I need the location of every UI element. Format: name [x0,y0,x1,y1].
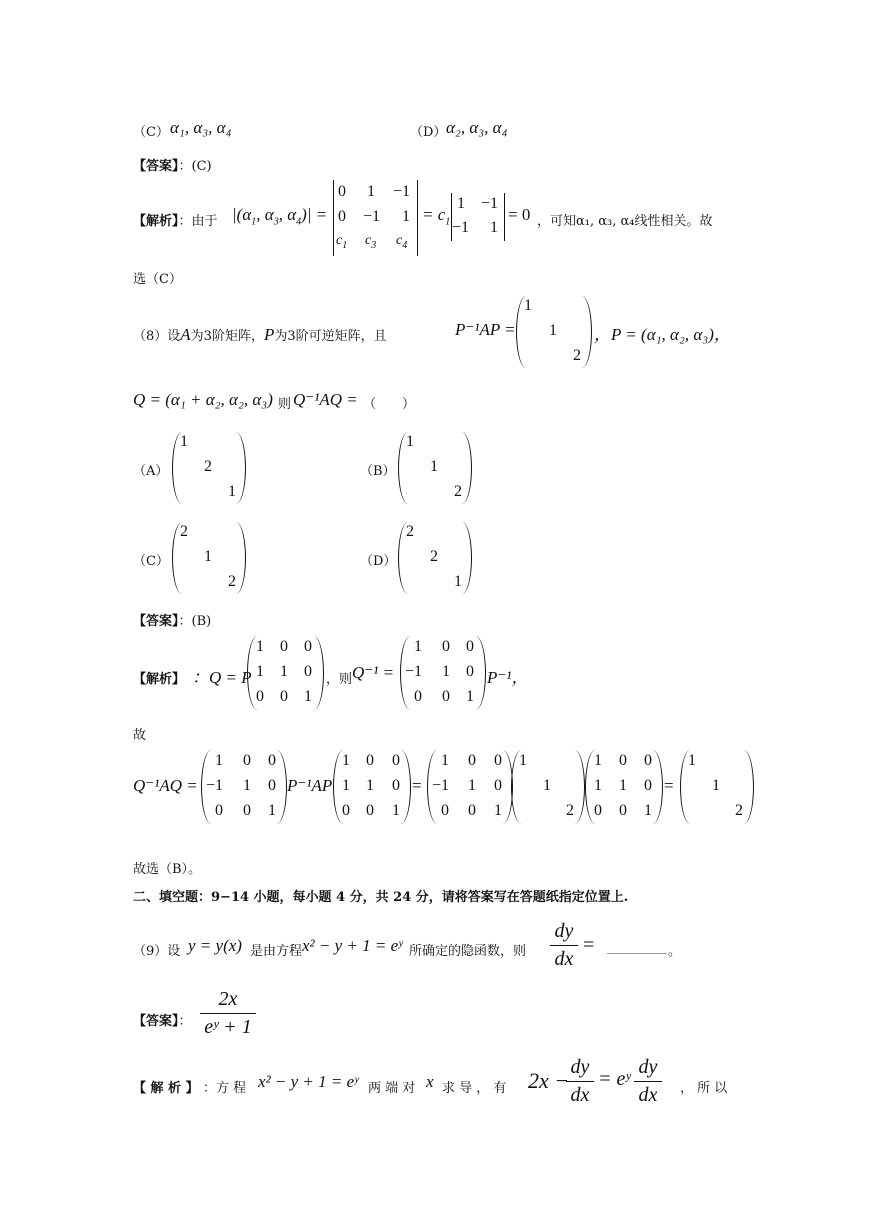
q9-stem2: 是由方程 [250,944,303,959]
matrix-cell: 0 [494,777,502,794]
matrix-cell: 1 [406,433,414,450]
frac-den: dx [570,1084,590,1106]
option-c-math: α₁, α₃, α₄ [170,118,232,137]
matrix-cell: 2 [180,523,188,540]
matrix-cell: −1 [405,663,423,680]
matrix-cell: 1 [454,573,462,590]
option-a-label: （A） [133,464,169,479]
matrix-cell: 1 [644,802,652,819]
matrix-cell: 0 [338,183,346,200]
conclusion-q8: 故选（B）。 [133,862,202,877]
q9-exp-lhs: 2x − [528,1068,570,1093]
matrix-cell: 0 [594,802,602,819]
matrix-cell: 2 [573,347,581,364]
frac-num: dy [638,1056,658,1078]
matrix-cell: 0 [280,638,288,655]
option-d-math: α₂, α₃, α₄ [446,118,508,137]
matrix-cell: 1 [594,752,602,769]
q9-derivative [550,920,578,971]
matrix-cell: 0 [392,777,400,794]
exp-qinv: Q⁻¹ = [352,663,395,682]
stem-qaq: Q⁻¹AQ = [293,390,358,409]
matrix-cell: 1 [342,752,350,769]
explanation-label-q9: 【 解 析 】 [133,1081,199,1096]
q9-exp-end: ， 所 以 [680,1081,728,1096]
answer-value: ：(B) [178,614,212,629]
frac-den: dx [554,948,574,970]
matrix-cell: 1 [543,777,551,794]
q9-answer-frac [200,988,256,1039]
matrix-cell: 0 [366,802,374,819]
q9-exp-x: x [426,1072,434,1091]
matrix-cell: 1 [524,297,532,314]
matrix-cell: 1 [494,802,502,819]
matrix-cell: −1 [452,219,470,236]
gu-text: 故 [133,728,147,743]
q9-eq-sign: = [583,934,595,956]
exp-then: ，则 [326,672,353,687]
stem-text: 为3阶矩阵， [190,329,264,344]
matrix-cell: 0 [366,752,374,769]
matrix-cell: 0 [442,638,450,655]
matrix-cell: 0 [304,663,312,680]
matrix-cell: 1 [304,688,312,705]
answer-label: 【答案】 [133,159,179,174]
matrix-cell: 0 [268,777,276,794]
explanation-cont: 选（C） [133,272,182,287]
answer-line-q7 [133,155,212,174]
matrix-cell: 1 [441,752,449,769]
q9-exp-t2: 两 端 对 [368,1081,416,1096]
section-title: 二、填空题：9−14 小题，每小题 4 分，共 24 分，请将答案写在答题纸指定位置上. [133,890,629,905]
frac-den: dx [638,1084,658,1106]
matrix-cell: 0 [494,752,502,769]
explanation-line-q7 [133,210,218,229]
answer-blank [607,953,667,954]
matrix-cell: 2 [566,802,574,819]
chain-lhs: Q⁻¹AQ = [133,776,198,795]
matrix-cell: 0 [644,752,652,769]
matrix-cell: 1 [402,208,410,225]
det-rhs: = 0 [508,205,531,224]
exp-q-eq: ：Q = P [192,668,252,687]
chain-mid: P⁻¹AP [287,776,333,795]
matrix-cell: 1 [519,752,527,769]
stem-paren: （ ） [363,397,416,412]
chain-eq: = [412,776,422,795]
explanation-label-q8 [133,668,185,687]
frac-num: 2x [218,988,238,1010]
matrix-cell: 1 [457,195,465,212]
q8-stem [133,325,387,345]
matrix-cell: 1 [468,777,476,794]
matrix-cell: 1 [256,663,264,680]
matrix-cell: 1 [712,777,720,794]
matrix-cell: 0 [441,802,449,819]
q9-exp-rhs: = eʸ [598,1068,631,1090]
matrix-cell: 1 [367,183,375,200]
matrix-cell: 0 [304,638,312,655]
matrix-cell: 1 [280,663,288,680]
matrix-cell: 0 [466,638,474,655]
matrix-cell: 0 [342,802,350,819]
matrix-cell: 1 [392,802,400,819]
option-c-label: （C） [133,554,169,569]
det-lhs: $|(\alpha_1$, $\alpha_3$, $\alpha_4)|$ = [232,205,328,228]
option-d-label: （D） [410,125,447,140]
explanation-label: 【解析】 [133,672,186,687]
q9-exp-t1: ：方 程 [203,1081,247,1096]
stem-ask: 则 [278,397,292,412]
q9-exp-eq: x² − y + 1 = eʸ [258,1072,359,1091]
matrix-cell: 0 [280,688,288,705]
matrix-cell: 1 [549,322,557,339]
answer-label: 【答案】 [133,614,179,629]
matrix-cell: 2 [228,573,236,590]
matrix-cell: 1 [268,802,276,819]
explanation-label: 【解析】 [133,214,179,229]
q9-exp-t3: 求 导 ， 有 [442,1081,507,1096]
exp-pinv: P⁻¹， [487,668,529,687]
matrix-cell: 0 [268,752,276,769]
matrix-cell: −1 [206,777,224,794]
matrix-cell: 1 [688,752,696,769]
matrix-cell: 0 [338,208,346,225]
q9-end: 。 [668,944,682,959]
matrix-cell: 1 [442,663,450,680]
matrix-cell: 0 [392,752,400,769]
matrix-cell: 0 [619,802,627,819]
explanation-post: ，可知α₁, α₃, α₄线性相关。故 [537,214,713,229]
matrix-cell: 2 [735,802,743,819]
matrix-cell: 2 [204,458,212,475]
option-b-label: （B） [360,464,396,479]
stem-pdef: ，P = (α₁, α₂, α₃)， [594,325,731,344]
matrix-cell: 1 [490,219,498,236]
answer-label: 【答案】 [133,1014,179,1029]
stem-var: A [180,325,191,344]
matrix-cell: 1 [466,688,474,705]
q9-exp-frac-1 [566,1056,594,1107]
matrix-cell: 1 [594,777,602,794]
stem-var: P [263,325,275,344]
matrix-cell: 1 [180,433,188,450]
matrix-cell: 0 [468,752,476,769]
matrix-cell: 0 [243,802,251,819]
stem-text: （8）设 [133,329,181,344]
matrix-cell: 1 [342,777,350,794]
matrix-cell: 1 [204,548,212,565]
answer-line-q9 [133,1010,192,1029]
q9-y: y = y(x) [188,936,242,955]
matrix-cell: 0 [468,802,476,819]
matrix-cell: 1 [619,777,627,794]
answer-line-q8 [133,610,211,629]
stem-text: 为3阶可逆矩阵，且 [274,329,387,344]
matrix-cell: 2 [454,483,462,500]
matrix-cell: 0 [442,688,450,705]
matrix-cell: 1 [243,777,251,794]
q9-eq: x² − y + 1 = eʸ [302,936,403,955]
matrix-cell: 1 [215,752,223,769]
q9-stem3: 所确定的隐函数，则 [409,944,527,959]
matrix-cell: $c_1$ [336,233,348,251]
matrix-cell: 0 [256,688,264,705]
matrix-cell: $c_3$ [365,233,377,251]
matrix-cell: 1 [414,638,422,655]
chain-eq: = [664,776,674,795]
stem-qdef: Q = (α₁ + α₂, α₂, α₃) [133,390,273,409]
matrix-cell: 0 [619,752,627,769]
q9-exp-frac-2 [634,1056,662,1107]
matrix-cell: $c_4$ [396,233,408,251]
option-d-label: （D） [360,554,397,569]
matrix-cell: 2 [430,548,438,565]
matrix-cell: 0 [414,688,422,705]
det-mid: = $c_1$ [422,205,451,228]
matrix-cell: 0 [215,802,223,819]
matrix-cell: −1 [481,195,499,212]
answer-colon: ： [178,1014,192,1029]
matrix-cell: 1 [430,458,438,475]
matrix-cell: 0 [644,777,652,794]
option-c-label: （C） [133,125,169,140]
matrix-cell: 1 [366,777,374,794]
matrix-cell: 1 [228,483,236,500]
frac-num: dy [554,920,574,942]
q9-stem1: （9）设 [133,944,181,959]
matrix-cell: 1 [256,638,264,655]
matrix-cell: −1 [432,777,450,794]
matrix-cell: 2 [406,523,414,540]
frac-den: eʸ + 1 [204,1016,252,1038]
matrix-cell: 0 [243,752,251,769]
matrix-cell: 0 [466,663,474,680]
matrix-cell: −1 [393,183,411,200]
answer-value: ：(C) [178,159,212,174]
stem-pap: P⁻¹AP = [455,320,516,339]
frac-num: dy [570,1056,590,1078]
matrix-cell: −1 [363,208,381,225]
explanation-pre: ：由于 [178,214,218,229]
